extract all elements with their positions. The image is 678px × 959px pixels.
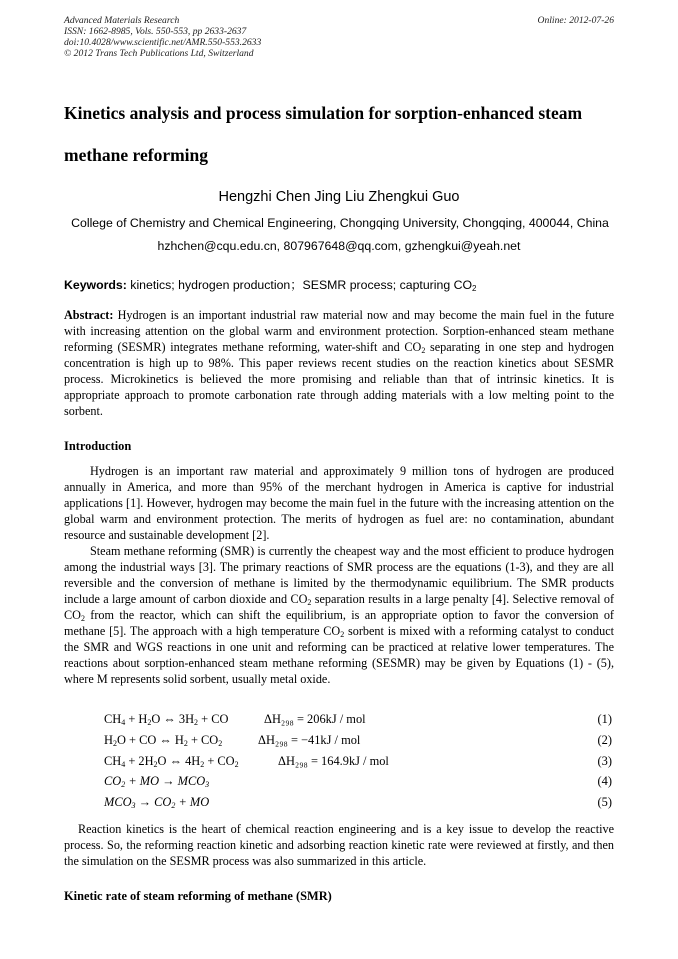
equation-3-formula: $CH_4 + 2H_2O$ ⇔ $4H_2 + CO_2$ xyxy=(104,754,239,769)
paper-title xyxy=(64,92,624,176)
equation-1 xyxy=(104,712,366,727)
author-emails: hzhchen@cqu.edu.cn, 807967648@qq.com, gzhengkui@yeah.net xyxy=(157,239,521,253)
online-date: Online: 2012-07-26 xyxy=(537,15,614,26)
reaction-kinetics-paragraph xyxy=(64,821,614,869)
abstract-sub: 2 xyxy=(421,346,426,355)
abstract-part-2: separating in one step and hydrogen concentration is high up to 98%. This paper reviews recent studies on the reaction kinetics about SESMR process. Microkinetics is believed the more promising and reliable than that of intrinsic kinetics. It is appropriate approach to promote carbonation rate through adding materials with a low melting point to the sorbent. xyxy=(64,340,615,418)
equation-2-formula: $H_2O$ + CO ⇔ $H_2 + CO_2$ xyxy=(104,733,223,748)
equation-2-number: (2) xyxy=(597,733,612,747)
keywords-text: kinetics; hydrogen production；SESMR process; capturing CO xyxy=(126,278,473,292)
authors: Hengzhi Chen Jing Liu Zhengkui Guo xyxy=(218,189,460,205)
equation-2 xyxy=(104,733,361,748)
equation-4 xyxy=(104,774,209,789)
journal-name: Advanced Materials Research xyxy=(64,15,180,26)
keywords xyxy=(64,275,476,293)
copyright-line: © 2012 Trans Tech Publications Ltd, Switzerland xyxy=(64,48,254,59)
reaction-kinetics-text: Reaction kinetics is the heart of chemical reaction engineering and is a key issue to develop the reactive process. So, the reforming reaction kinetic and adsorbing reaction kinetic rate were reviewed at firstly, and then the simulation on the SESMR process was also summarized in this article. xyxy=(64,822,614,868)
co2-sub-1: 2 xyxy=(307,598,312,607)
issn-line: ISSN: 1662-8985, Vols. 550-553, pp 2633-2637 xyxy=(64,26,247,37)
intro-heading: Introduction xyxy=(64,439,132,453)
equation-5-formula: $MCO_3 \to CO_2$ + MO xyxy=(104,795,210,810)
journal-header xyxy=(64,15,261,59)
affiliation: College of Chemistry and Chemical Engineering, Chongqing University, Chongqing, 400044, China xyxy=(71,216,609,230)
equation-3-enthalpy: ΔH₂₉₈ = 164.9kJ / mol xyxy=(278,754,389,768)
co2-sub-3: 2 xyxy=(340,630,345,639)
keywords-sub: 2 xyxy=(472,284,477,293)
abstract-part-1: Hydrogen is an important industrial raw material now and may become the main fuel in the future with increasing attention on the global warm and environment protection. Sorption-enhanced steam methane reforming (SESMR) integrates methane reforming, water-shift and CO xyxy=(64,308,614,354)
title-line-1: Kinetics analysis and process simulation for sorption-enhanced steam xyxy=(64,103,583,123)
equation-3 xyxy=(104,754,389,769)
equation-5 xyxy=(104,795,209,810)
intro-paragraph-2 xyxy=(64,543,614,687)
intro-p2-d: sorbent is mixed with a reforming catalyst to conduct the SMR and WGS reactions in one unit and reforming can be practiced at relative lower temperatures. The reactions about sorption-enhanced steam methane reforming (SESMR) may be given by Equations (1) - (5), where M represents solid sorbent, usually metal oxide. xyxy=(64,624,615,686)
equation-1-enthalpy: ΔH₂₉₈ = 206kJ / mol xyxy=(264,712,366,726)
intro-p2-a: Steam methane reforming (SMR) is currently the cheapest way and the most efficient to produce hydrogen among the industrial ways [3]. The primary reactions of SMR process are the equations (1-3), and they are all reversible and the conversion of methane is limited by the thermodynamic equilibrium. The SMR products include a large amount of carbon dioxide and CO xyxy=(64,544,614,606)
equation-4-number: (4) xyxy=(597,774,612,788)
abstract-label: Abstract: xyxy=(64,308,114,322)
doi-line: doi:10.4028/www.scientific.net/AMR.550-553.2633 xyxy=(64,37,262,48)
title-line-2: methane reforming xyxy=(64,145,209,165)
equation-2-enthalpy: ΔH₂₉₈ = −41kJ / mol xyxy=(258,733,361,747)
equation-5-number: (5) xyxy=(597,795,612,809)
co2-sub-2: 2 xyxy=(80,614,85,623)
intro-p2-c: from the reactor, which can shift the equilibrium, is an appropriate option to favor the conversion of methane [5]. The approach with a high temperature CO xyxy=(64,608,614,638)
keywords-label: Keywords: xyxy=(64,278,127,292)
equation-1-formula: $CH_4 + H_2O$ ⇔ $3H_2$ + CO xyxy=(104,712,229,727)
intro-p2-b: separation results in a large penalty [4]. Selective removal of CO xyxy=(64,592,615,622)
intro-p1-text: Hydrogen is an important raw material and approximately 9 million tons of hydrogen are produced annually in America, and more than 95% of the merchant hydrogen in America is captive for industrial applications [1]. However, hydrogen may become the main fuel in the future with the increasing attention on the global warm and environment protection. The merits of hydrogen as fuel are: no contamination, abundant resource and sustainable development [2]. xyxy=(64,464,614,542)
smr-heading: Kinetic rate of steam reforming of methane (SMR) xyxy=(64,889,332,903)
equation-4-formula: $CO_2$ + MO → $MCO_3$ xyxy=(104,774,210,789)
equation-1-number: (1) xyxy=(597,712,612,726)
intro-paragraph-1 xyxy=(64,463,614,543)
abstract xyxy=(64,307,614,419)
equation-3-number: (3) xyxy=(597,754,612,768)
